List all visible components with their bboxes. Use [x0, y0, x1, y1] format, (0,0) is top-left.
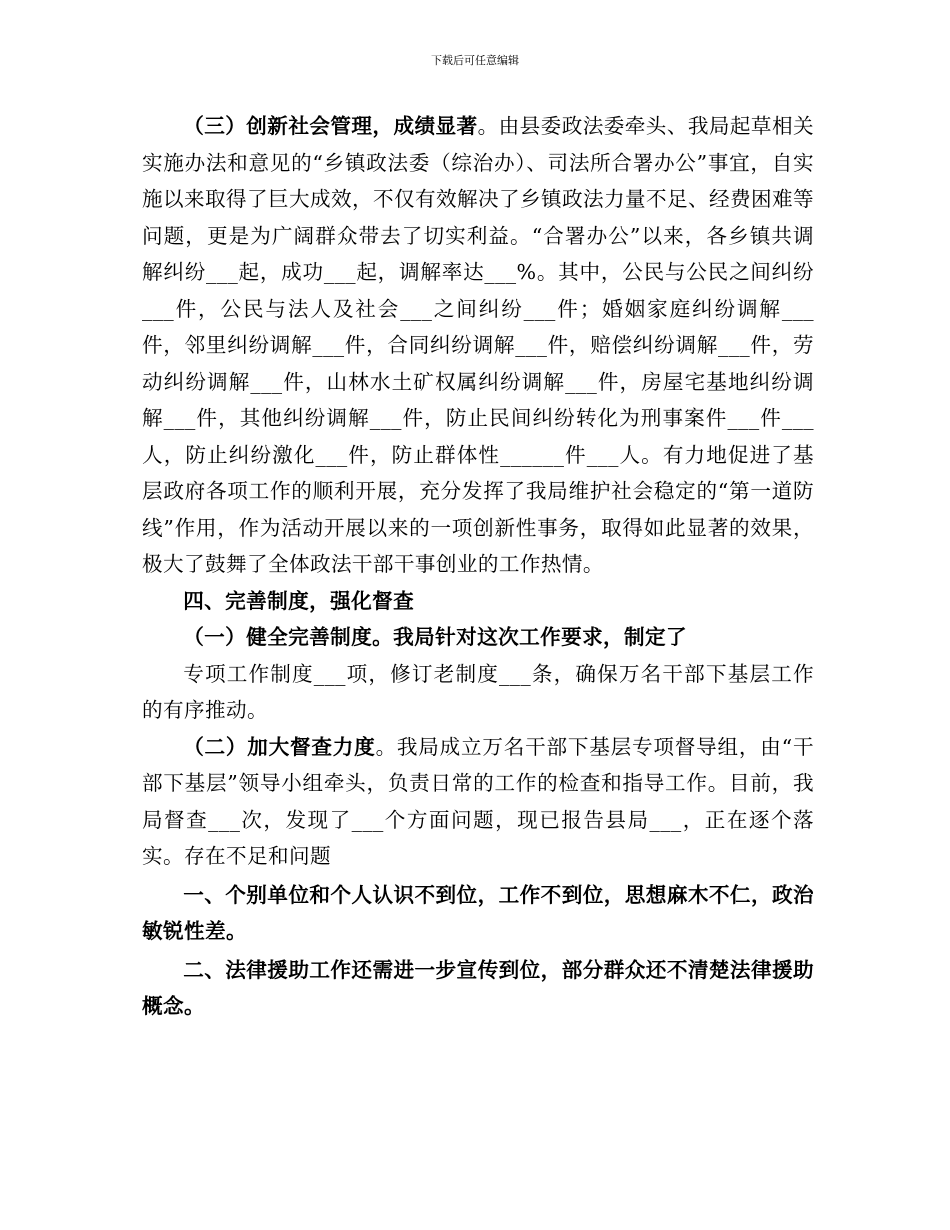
page-header: 下载后可任意编辑: [431, 54, 519, 67]
paragraph-heading: （二）加大督查力度: [183, 734, 376, 759]
paragraph-heading: （三）创新社会管理，成绩显著: [183, 114, 478, 138]
document-body: [142, 108, 814, 1025]
paragraph-heading-system: （一）健全完善制度。我局针对这次工作要求，制定了: [183, 625, 688, 649]
issue-item-1: 一、个别单位和个人认识不到位，工作不到位，思想麻木不仁，政治敏锐性差。: [142, 882, 814, 943]
paragraph-social-management: [142, 108, 814, 583]
section-title-improve-system: 四、完善制度，强化督查: [183, 588, 415, 613]
paragraph-text: 。我局成立万名干部下基层专项督导组，由“干部下基层”领导小组牵头，负责日常的工作的检查和指导工作。目前，我局督查___次，发现了___个方面问题，现已报告县局___，正在逐个落实。存在不足和问题: [142, 734, 814, 868]
issue-item-2: 二、法律援助工作还需进一步宣传到位，部分群众还不清楚法律援助概念。: [142, 957, 814, 1018]
paragraph-supervision: [142, 729, 814, 875]
paragraph-system-details: 专项工作制度___项，修订老制度___条，确保万名干部下基层工作的有序推动。: [142, 661, 814, 722]
paragraph-text: 。由县委政法委牵头、我局起草相关实施办法和意见的“乡镇政法委（综治办）、司法所合署办公”事宜，自实施以来取得了巨大成效，不仅有效解决了乡镇政法力量不足、经费困难等问题，更是为广阔群众带去了切实利益。“合署办公”以来，各乡镇共调解纠纷___起，成功___起，调解率达___%。其中，公民与公民之间纠纷___件，公民与法人及社会___之间纠纷___件；婚姻家庭纠纷调解___件，邻里纠纷调解___件，合同纠纷调解___件，赔偿纠纷调解___件，劳动纠纷调解___件，山林水土矿权属纠纷调解___件，房屋宅基地纠纷调解___件，其他纠纷调解___件，防止民间纠纷转化为刑事案件___件___人，防止纠纷激化___件，防止群体性______件___人。有力地促进了基层政府各项工作的顺利开展，充分发挥了我局维护社会稳定的“第一道防线”作用，作为活动开展以来的一项创新性事务，取得如此显著的效果，极大了鼓舞了全体政法干部干事创业的工作热情。: [142, 114, 814, 576]
